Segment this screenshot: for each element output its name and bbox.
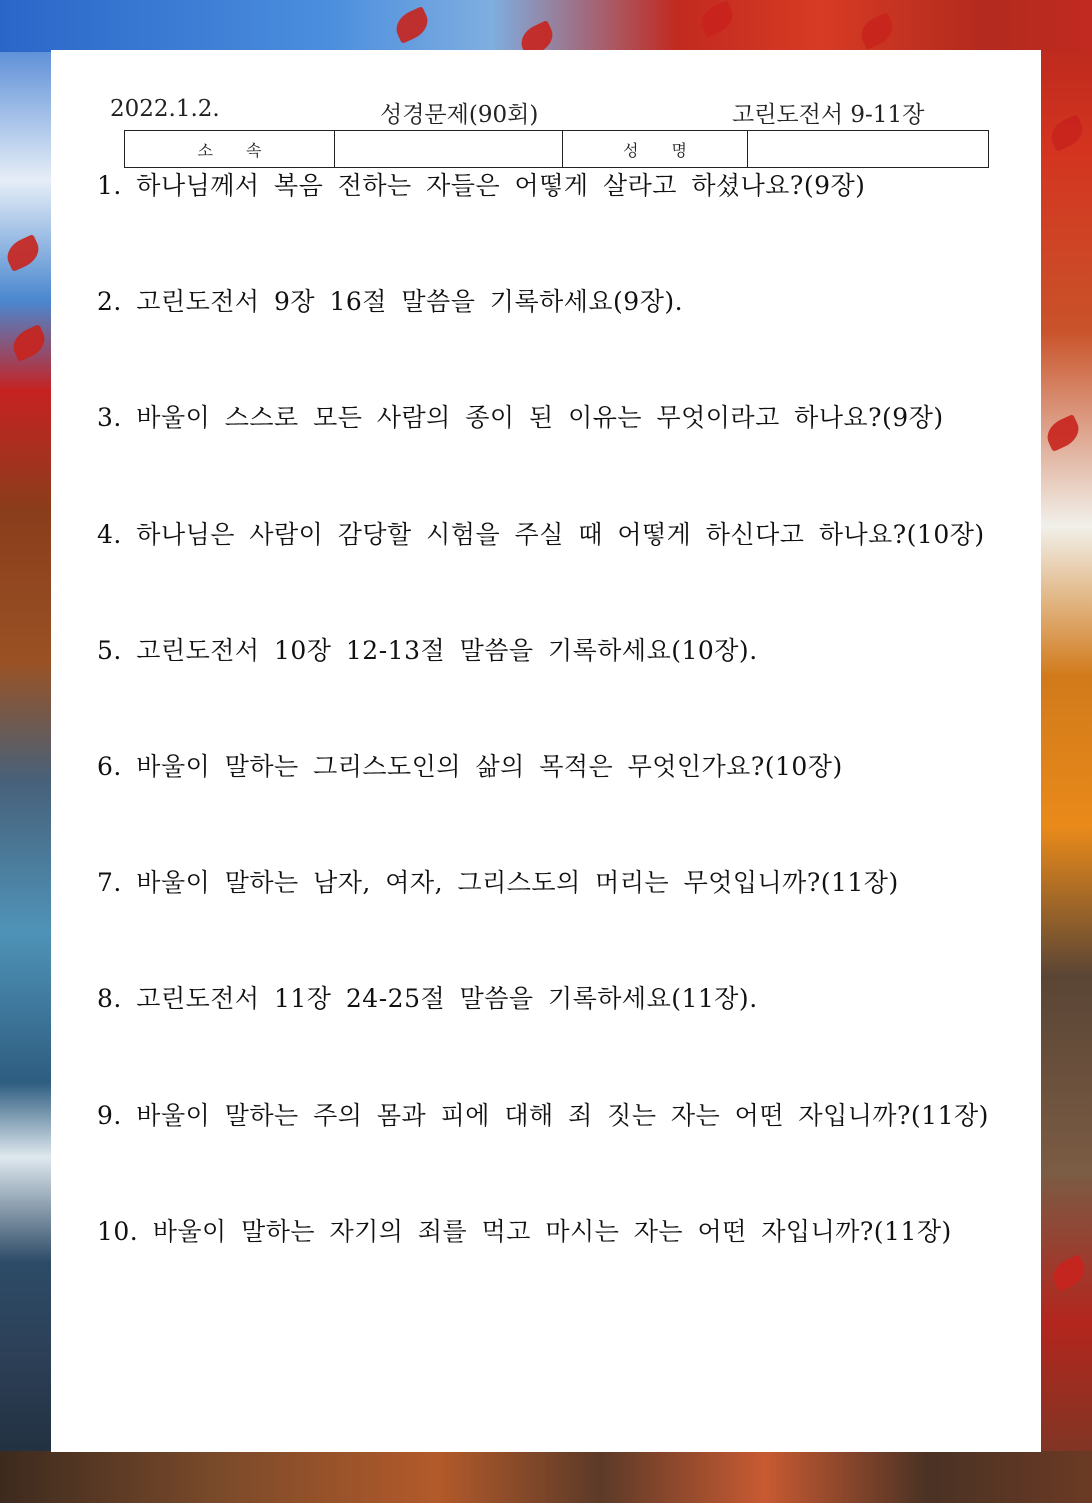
name-label: 성 명	[563, 131, 748, 168]
question-item: 5. 고린도전서 10장 12-13절 말씀을 기록하세요(10장).	[97, 635, 758, 665]
question-item: 9. 바울이 말하는 주의 몸과 피에 대해 죄 짓는 자는 어떤 자입니까?(11장)	[97, 1100, 989, 1130]
question-item: 8. 고린도전서 11장 24-25절 말씀을 기록하세요(11장).	[97, 984, 758, 1014]
worksheet-header	[0, 96, 1092, 126]
question-item: 7. 바울이 말하는 남자, 여자, 그리스도의 머리는 무엇입니까?(11장)	[97, 868, 899, 898]
background-bottom-strip	[0, 1451, 1092, 1503]
background-left-strip	[0, 0, 52, 1503]
header-title: 성경문제(90회)	[380, 102, 539, 128]
question-item: 3. 바울이 스스로 모든 사람의 종이 된 이유는 무엇이라고 하나요?(9장)	[97, 403, 944, 433]
question-item: 6. 바울이 말하는 그리스도인의 삶의 목적은 무엇인가요?(10장)	[97, 751, 843, 781]
student-info-table	[124, 130, 989, 168]
question-item: 1. 하나님께서 복음 전하는 자들은 어떻게 살라고 하셨나요?(9장)	[97, 171, 866, 200]
question-item: 4. 하나님은 사람이 감당할 시험을 주실 때 어떻게 하신다고 하나요?(10장)	[97, 519, 985, 549]
question-item: 2. 고린도전서 9장 16절 말씀을 기록하세요(9장).	[97, 287, 684, 317]
affiliation-field[interactable]	[335, 131, 563, 168]
name-field[interactable]	[748, 131, 989, 168]
question-item: 10. 바울이 말하는 자기의 죄를 먹고 마시는 자는 어떤 자입니까?(11장)	[97, 1216, 952, 1246]
affiliation-label: 소 속	[125, 131, 335, 168]
question-list	[97, 170, 997, 1332]
header-date: 2022.1.2.	[110, 96, 220, 122]
header-chapter-range: 고린도전서 9-11장	[732, 102, 925, 128]
